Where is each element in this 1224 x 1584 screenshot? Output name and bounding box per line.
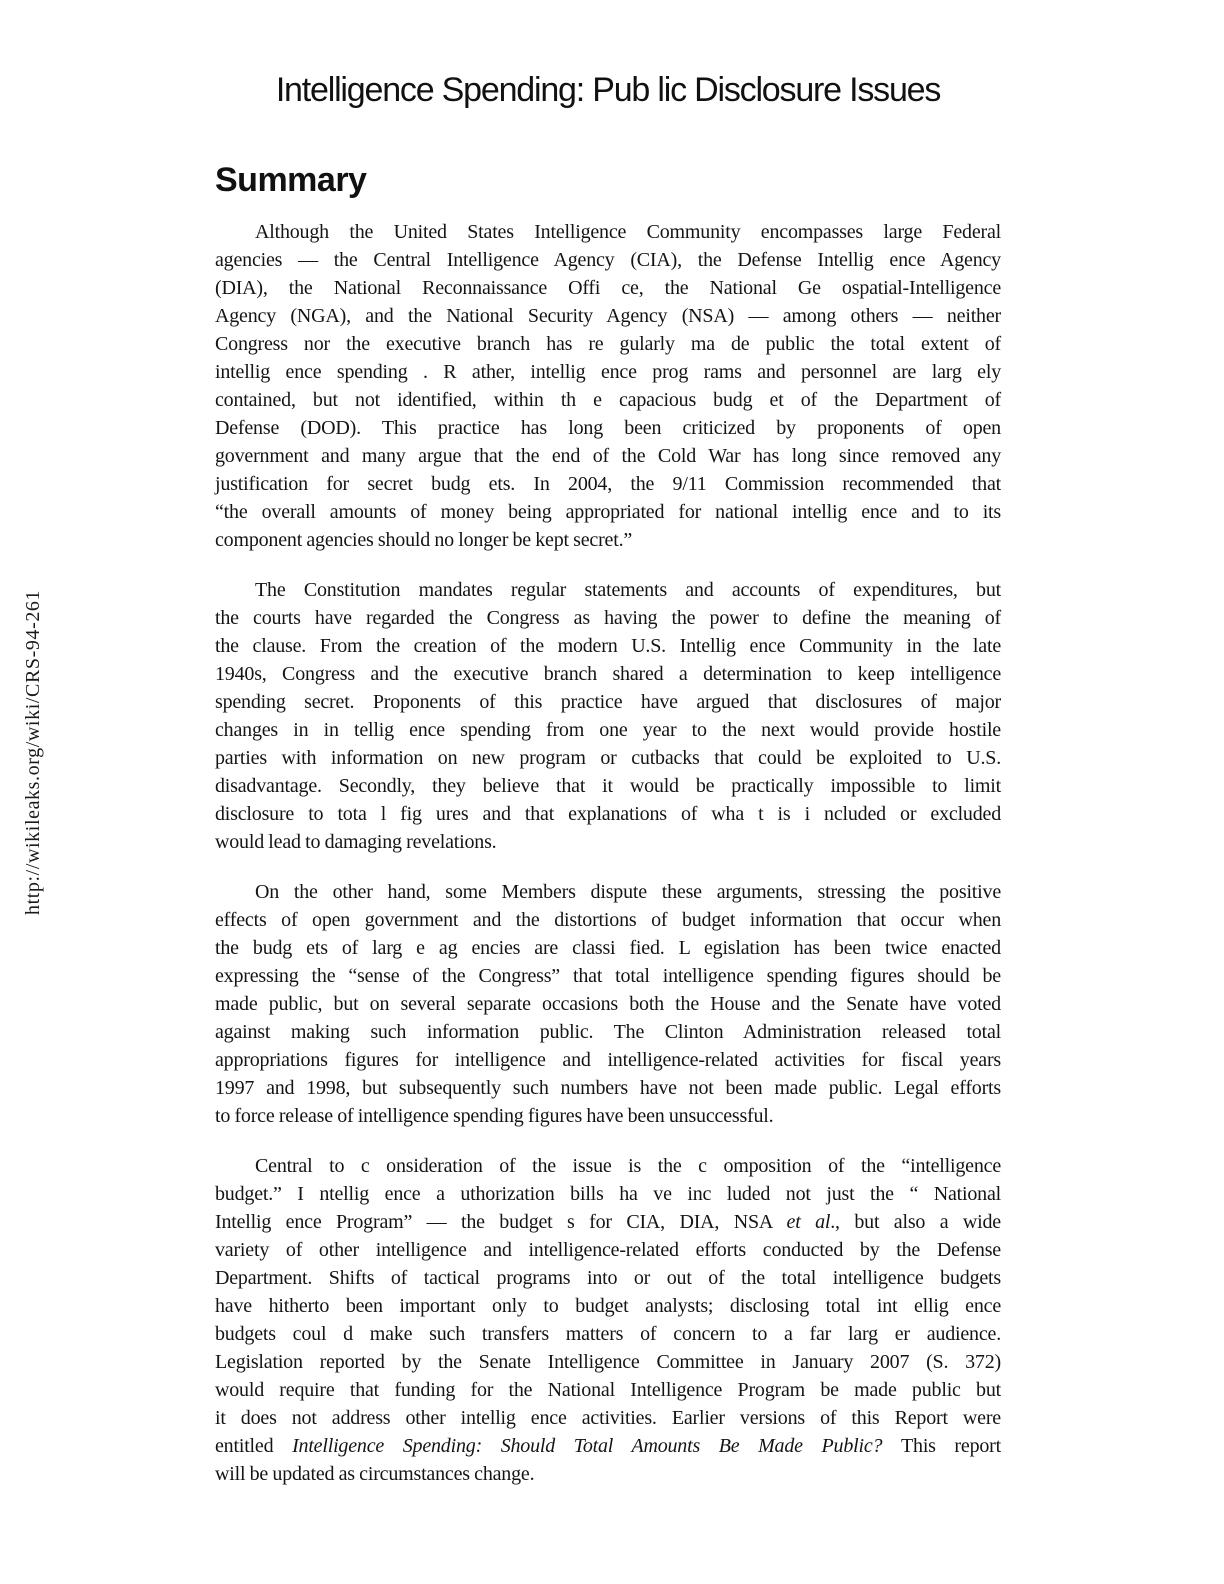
body-line: have hitherto been important only to budget analysts; disclosing total int ellig ence: [215, 1295, 1001, 1317]
body-line: would require that funding for the National Intelligence Program be made public but: [215, 1379, 1001, 1401]
body-line: variety of other intelligence and intelligence-related efforts conducted by the Defense: [215, 1239, 1001, 1261]
body-line: budgets coul d make such transfers matters of concern to a far larg er audience.: [215, 1323, 1001, 1345]
paragraph: [215, 218, 1001, 554]
section-heading-summary: Summary: [215, 161, 367, 199]
body-line: agencies — the Central Intelligence Agency (CIA), the Defense Intellig ence Agency: [215, 249, 1001, 271]
paragraphs: [215, 218, 1001, 1488]
body-line: budget.” I ntellig ence a uthorization bills ha ve inc luded not just the “ National: [215, 1183, 1001, 1205]
body-line: government and many argue that the end of the Cold War has long since removed any: [215, 445, 1001, 467]
body-line: On the other hand, some Members dispute these arguments, stressing the positive: [255, 881, 1001, 903]
body-line: “the overall amounts of money being appropriated for national intellig ence and to its: [215, 501, 1001, 523]
page-title: Intelligence Spending: Pub lic Disclosure Issues: [275, 71, 941, 109]
body-line: Legislation reported by the Senate Intelligence Committee in January 2007 (S. 372): [215, 1351, 1001, 1373]
body-line: component agencies should no longer be kept secret.”: [215, 529, 633, 551]
body-line: appropriations figures for intelligence and intelligence-related activities for fiscal years: [215, 1049, 1001, 1071]
body-line: the clause. From the creation of the modern U.S. Intellig ence Community in the late: [215, 635, 1001, 657]
body-line: contained, but not identified, within th e capacious budg et of the Department of: [215, 389, 1001, 411]
body-line: Although the United States Intelligence Community encompasses large Federal: [255, 221, 1001, 243]
body-line: the budg ets of larg e ag encies are classi fied. L egislation has been twice enacted: [215, 937, 1001, 959]
body-line: spending secret. Proponents of this practice have argued that disclosures of major: [215, 691, 1001, 713]
body-line: changes in in tellig ence spending from one year to the next would provide hostile: [215, 719, 1001, 741]
body-line: parties with information on new program or cutbacks that could be exploited to U.S.: [215, 747, 1001, 769]
body-line: it does not address other intellig ence activities. Earlier versions of this Report were: [215, 1407, 1001, 1429]
body-line: 1997 and 1998, but subsequently such numbers have not been made public. Legal efforts: [215, 1077, 1001, 1099]
body-line: entitled Intelligence Spending: Should Total Amounts Be Made Public? This report: [215, 1435, 1001, 1457]
body-line: made public, but on several separate occasions both the House and the Senate have voted: [215, 993, 1001, 1015]
body-line: will be updated as circumstances change.: [215, 1463, 535, 1485]
paragraph: [215, 878, 1001, 1130]
body-line: disclosure to tota l fig ures and that explanations of wha t is i ncluded or excluded: [215, 803, 1001, 825]
body-line: Department. Shifts of tactical programs into or out of the total intelligence budgets: [215, 1267, 1001, 1289]
body-line: against making such information public. The Clinton Administration released total: [215, 1021, 1001, 1043]
body-line: Central to c onsideration of the issue is the c omposition of the “intelligence: [255, 1155, 1001, 1177]
paragraph: [215, 1152, 1001, 1488]
body-line: would lead to damaging revelations.: [215, 831, 497, 853]
body-line: (DIA), the National Reconnaissance Offi ce, the National Ge ospatial-Intelligence: [215, 277, 1001, 299]
body-line: Intellig ence Program” — the budget s for CIA, DIA, NSA et al., but also a wide: [215, 1211, 1001, 1233]
wikileaks-watermark: http://wikileaks.org/wiki/CRS-94-261: [22, 589, 44, 915]
body-line: Defense (DOD). This practice has long been criticized by proponents of open: [215, 417, 1001, 439]
body-line: justification for secret budg ets. In 2004, the 9/11 Commission recommended that: [215, 473, 1001, 495]
body-line: expressing the “sense of the Congress” that total intelligence spending figures should be: [215, 965, 1001, 987]
body-line: disadvantage. Secondly, they believe that it would be practically impossible to limit: [215, 775, 1001, 797]
paragraph: [215, 576, 1001, 856]
body-line: effects of open government and the distortions of budget information that occur when: [215, 909, 1001, 931]
document-content: [215, 0, 1001, 1488]
body-line: 1940s, Congress and the executive branch shared a determination to keep intelligence: [215, 663, 1001, 685]
body-line: to force release of intelligence spending figures have been unsuccessful.: [215, 1105, 774, 1127]
body-line: intellig ence spending . R ather, intellig ence prog rams and personnel are larg ely: [215, 361, 1001, 383]
body-line: the courts have regarded the Congress as having the power to define the meaning of: [215, 607, 1001, 629]
body-line: The Constitution mandates regular statements and accounts of expenditures, but: [255, 579, 1001, 601]
body-line: Agency (NGA), and the National Security Agency (NSA) — among others — neither: [215, 305, 1001, 327]
body-line: Congress nor the executive branch has re gularly ma de public the total extent of: [215, 333, 1001, 355]
